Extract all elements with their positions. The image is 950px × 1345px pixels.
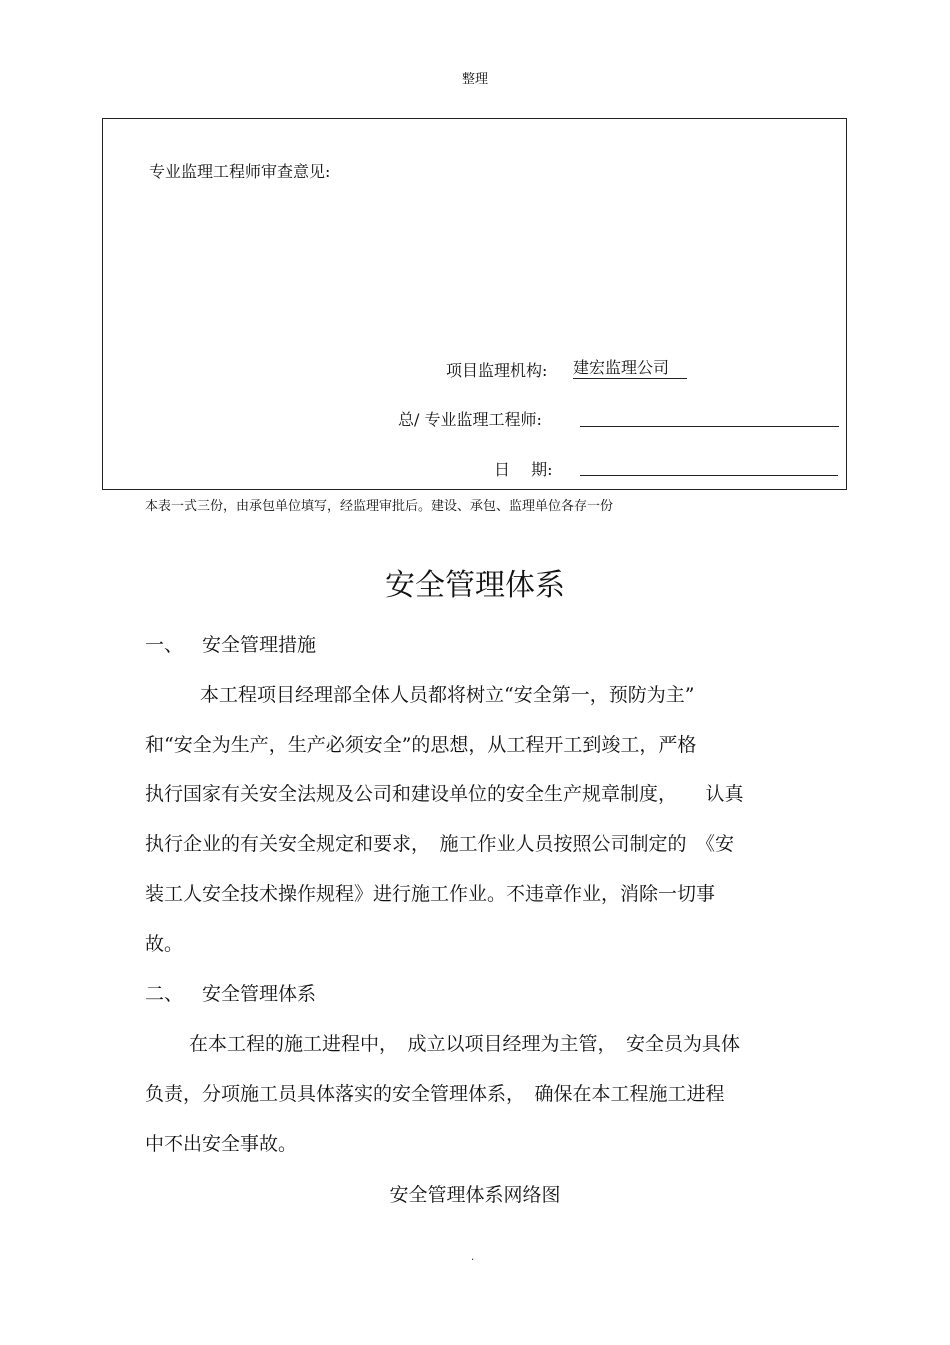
section2-line: 负责，分项施工员具体落实的安全管理体系， 确保在本工程施工进程 (145, 1083, 725, 1105)
header-note: 整理 (461, 72, 488, 87)
section2-heading: 安全管理体系 (202, 983, 317, 1005)
section1-heading: 安全管理措施 (202, 634, 317, 656)
section1-line: 和“安全为生产，生产必须安全”的思想，从工程开工到竣工，严格 (145, 734, 697, 756)
section2-number: 二、 (145, 983, 184, 1005)
section2-line: 中不出安全事故。 (145, 1133, 298, 1155)
section1-line: 故。 (145, 933, 184, 955)
date-signature-line (580, 475, 838, 476)
form-footnote: 本表一式三份，由承包单位填写，经监理审批后。建设、承包、监理单位各存一份 (145, 499, 614, 514)
date-label: 日 期: (494, 460, 553, 479)
diagram-title: 安全管理体系网络图 (389, 1184, 561, 1206)
section1-line: 执行国家有关安全法规及公司和建设单位的安全生产规章制度， 认真 (145, 783, 744, 805)
page-mark: . (471, 1252, 475, 1263)
section1-line: 执行企业的有关安全规定和要求， 施工作业人员按照公司制定的 《安 (145, 833, 735, 855)
section1-line: 本工程项目经理部全体人员都将树立“安全第一，预防为主” (200, 684, 695, 706)
document-title: 安全管理体系 (385, 568, 565, 603)
section1-line: 装工人安全技术操作规程》进行施工作业。不违章作业，消除一切事 (145, 883, 716, 905)
section2-line: 在本工程的施工进程中， 成立以项目经理为主管， 安全员为具体 (189, 1033, 741, 1055)
engineer-signature-line (580, 426, 839, 427)
engineer-label: 总/ 专业监理工程师: (398, 410, 542, 429)
supervision-org-value: 建宏监理公司 (573, 358, 687, 379)
section1-number: 一、 (145, 634, 184, 656)
review-opinion-label: 专业监理工程师审查意见: (149, 162, 331, 181)
supervision-org-label: 项目监理机构: (446, 361, 548, 380)
